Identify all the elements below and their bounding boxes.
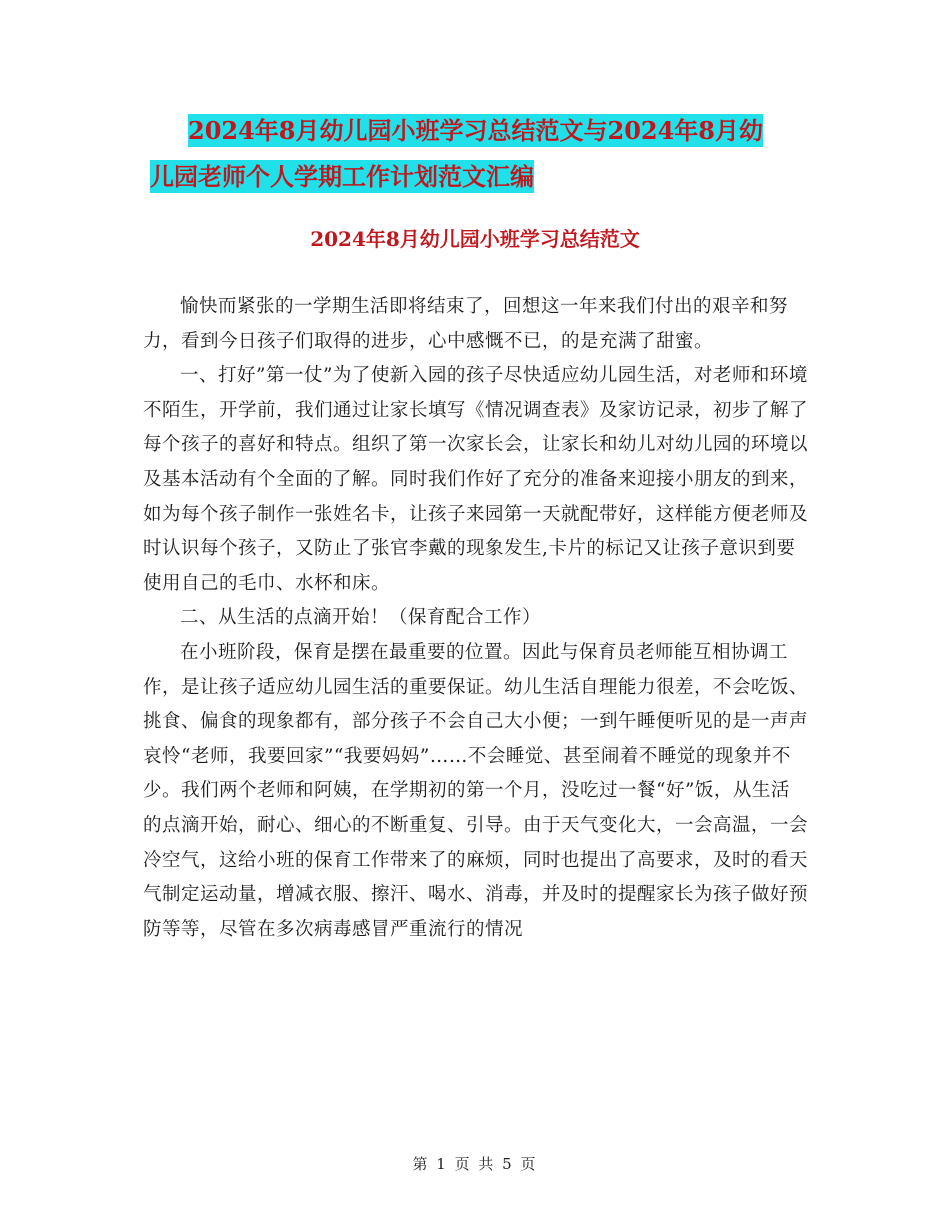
document-title-line-1: 2024年8月幼儿园小班学习总结范文与2024年8月幼	[188, 116, 763, 145]
document-title	[150, 108, 830, 200]
paragraph-heading-daily-life: 二、从生活的点滴开始！（保育配合工作）	[180, 607, 542, 629]
body-text	[143, 290, 808, 947]
paragraph-intro: 愉快而紧张的一学期生活即将结束了，回想这一年来我们付出的艰辛和努力，看到今日孩子们取得的进步，心中感慨不已，的是充满了甜蜜。	[143, 296, 789, 352]
page-footer: 第 1 页 共 5 页	[412, 1155, 538, 1173]
document-title-line-2: 儿园老师个人学期工作计划范文汇编	[150, 162, 534, 191]
section-title: 2024年8月幼儿园小班学习总结范文	[310, 227, 640, 251]
paragraph-care-work: 在小班阶段，保育是摆在最重要的位置。因此与保育员老师能互相协调工作，是让孩子适应幼儿园生活的重要保证。幼儿生活自理能力很差，不会吃饭、挑食、偏食的现象都有，部分孩子不会自己大小便；一到午睡便听见的是一声声哀怜“老师，我要回家”“我要妈妈”……不会睡觉、甚至闹着不睡觉的现象并不少。我们两个老师和阿姨，在学期初的第一个月，没吃过一餐“好”饭，从生活的点滴开始，耐心、细心的不断重复、引导。由于天气变化大，一会高温，一会冷空气，这给小班的保育工作带来了的麻烦，同时也提出了高要求，及时的看天气制定运动量，增减衣服、擦汗、喝水、消毒，并及时的提醒家长为孩子做好预防等等，尽管在多次病毒感冒严重流行的情况	[143, 641, 809, 940]
paragraph-first-battle: 一、打好”第一仗”为了使新入园的孩子尽快适应幼儿园生活，对老师和环境不陌生，开学前，我们通过让家长填写《情况调查表》及家访记录，初步了解了每个孩子的喜好和特点。组织了第一次家长会，让家长和幼儿对幼儿园的环境以及基本活动有个全面的了解。同时我们作好了充分的准备来迎接小朋友的到来，如为每个孩子制作一张姓名卡，让孩子来园第一天就配带好，这样能方便老师及时认识每个孩子，又防止了张官李戴的现象发生,卡片的标记又让孩子意识到要使用自己的毛巾、水杯和床。	[143, 365, 809, 594]
